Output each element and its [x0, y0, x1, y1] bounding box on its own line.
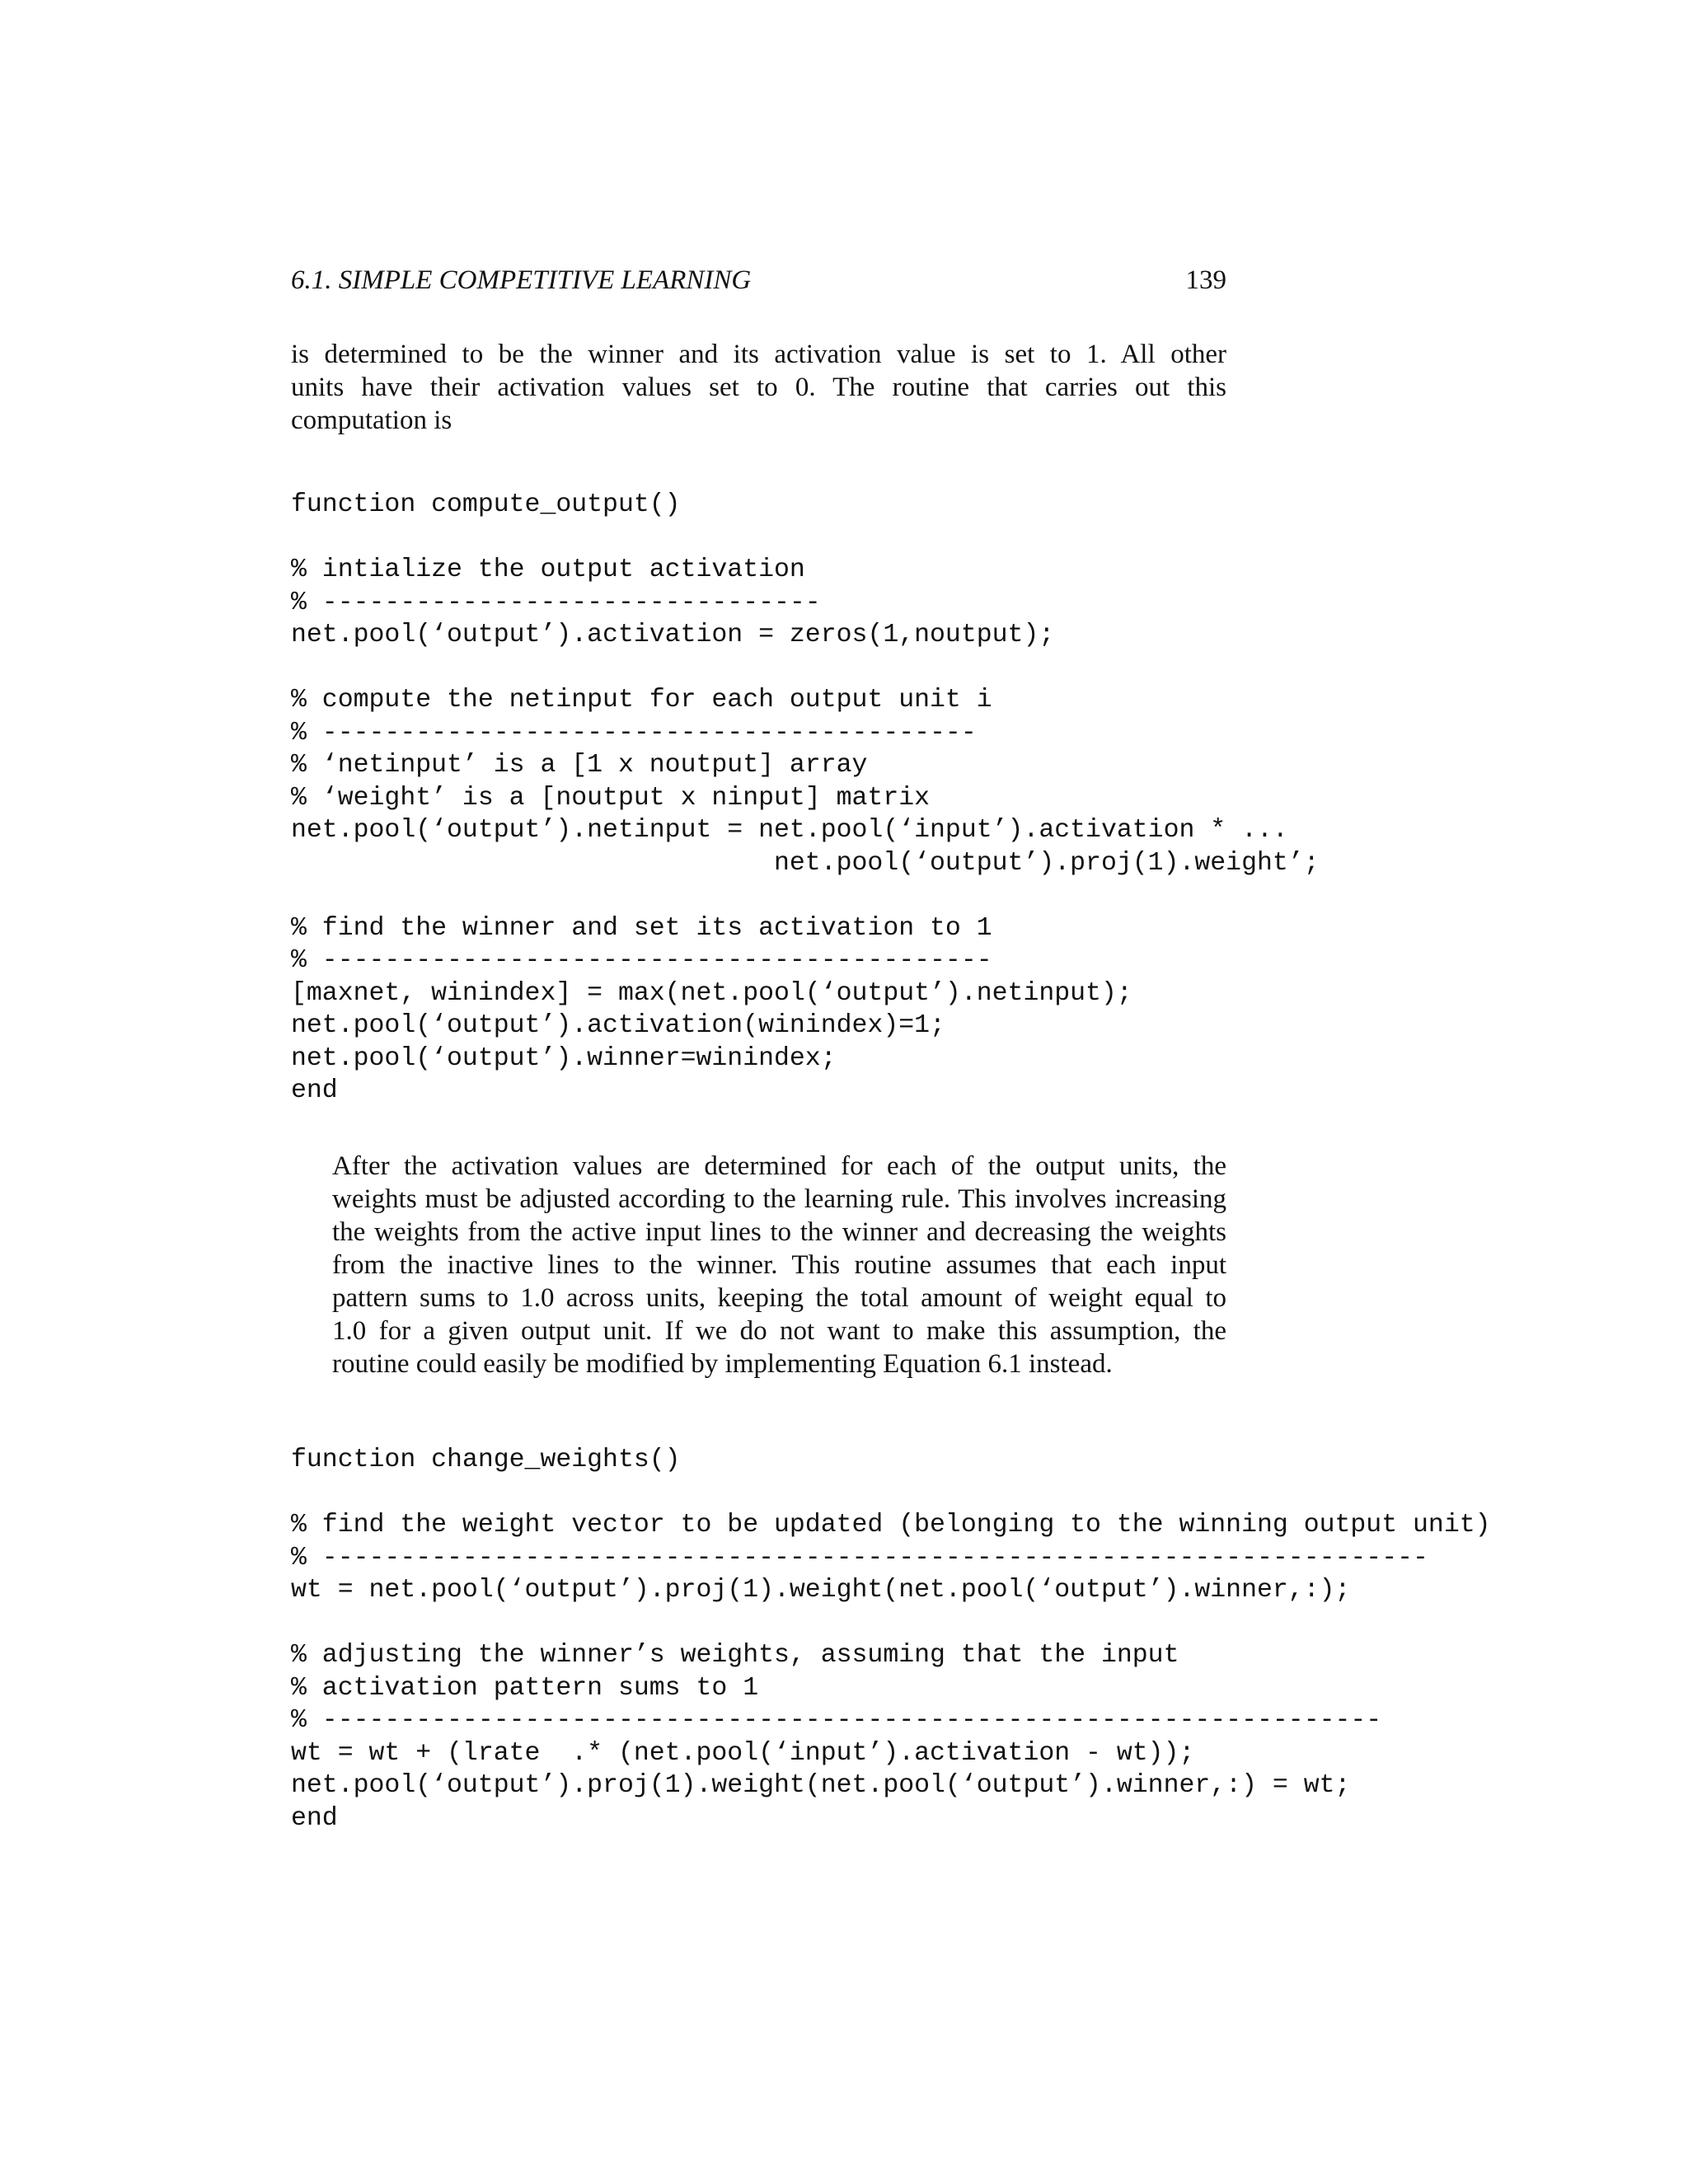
code-line: % adjusting the winner’s weights, assuming that the input [291, 1641, 1179, 1670]
running-header [291, 262, 1226, 298]
section-title: 6.1. SIMPLE COMPETITIVE LEARNING [291, 265, 752, 295]
code-line: net.pool(‘output’).activation = zeros(1,noutput); [291, 621, 1055, 649]
code-line: net.pool(‘output’).winner=winindex; [291, 1043, 837, 1073]
paragraph-line: pattern sums to 1.0 across units, keeping the total amount of weight equal to [332, 1283, 1226, 1313]
paragraph-line: from the inactive lines to the winner. This routine assumes that each input [332, 1250, 1226, 1280]
code-line: % ‘netinput’ is a [1 x noutput] array [291, 751, 868, 780]
paragraph-line: routine could easily be modified by implementing Equation 6.1 instead. [332, 1349, 1113, 1379]
code-block-change-weights [291, 1444, 1491, 1835]
paragraph-line: After the activation values are determined for each of the output units, the [332, 1151, 1226, 1181]
code-line: net.pool(‘output’).activation(winindex)=1; [291, 1011, 945, 1040]
paragraph-line: is determined to be the winner and its activation value is set to 1. All other [291, 340, 1226, 369]
code-line: % ------------------------------------------- [291, 946, 992, 975]
code-line: function change_weights() [291, 1446, 681, 1474]
code-line [291, 879, 1320, 912]
code-line: % find the winner and set its activation to 1 [291, 913, 992, 943]
code-line: end [291, 1076, 338, 1105]
paragraph-line: 1.0 for a given output unit. If we do not want to make this assumption, the [332, 1316, 1226, 1346]
code-line: function compute_output() [291, 490, 681, 519]
paragraph-intro [291, 338, 1226, 437]
code-line: % find the weight vector to be updated (belonging to the winning output unit) [291, 1511, 1491, 1540]
code-line: end [291, 1803, 338, 1833]
code-line [291, 522, 1320, 555]
code-line: % -------------------------------------------------------------------- [291, 1706, 1382, 1735]
code-line: wt = wt + (lrate .* (net.pool(‘input’).activation - wt)); [291, 1738, 1195, 1768]
code-line [291, 1477, 1491, 1510]
code-line: % intialize the output activation [291, 555, 805, 584]
code-line [291, 1607, 1491, 1640]
code-block-compute-output [291, 489, 1320, 1108]
code-line: net.pool(‘output’).proj(1).weight’; [291, 848, 1320, 878]
code-line: % ‘weight’ is a [noutput x ninput] matrix [291, 783, 931, 813]
code-line: % compute the netinput for each output unit i [291, 686, 992, 715]
code-line: net.pool(‘output’).netinput = net.pool(‘input’).activation * ... [291, 816, 1288, 845]
code-line: % -------------------------------- [291, 588, 821, 617]
code-line: net.pool(‘output’).proj(1).weight(net.pool(‘output’).winner,:) = wt; [291, 1771, 1351, 1800]
paragraph-line: computation is [291, 405, 452, 435]
code-line: % activation pattern sums to 1 [291, 1673, 759, 1703]
code-line: wt = net.pool(‘output’).proj(1).weight(net.pool(‘output’).winner,:); [291, 1576, 1351, 1605]
code-line: [maxnet, winindex] = max(net.pool(‘output’).netinput); [291, 978, 1132, 1008]
code-line: % ----------------------------------------------------------------------- [291, 1543, 1428, 1572]
paragraph-line: the weights from the active input lines to the winner and decreasing the weights [332, 1217, 1226, 1247]
code-line: % ------------------------------------------ [291, 718, 977, 748]
paragraph-weights [291, 1150, 1226, 1380]
paragraph-line: weights must be adjusted according to the learning rule. This involves increasing [332, 1184, 1226, 1214]
paragraph-line: units have their activation values set to 0. The routine that carries out this [291, 373, 1226, 402]
page-number: 139 [1185, 265, 1226, 295]
code-line [291, 652, 1320, 685]
